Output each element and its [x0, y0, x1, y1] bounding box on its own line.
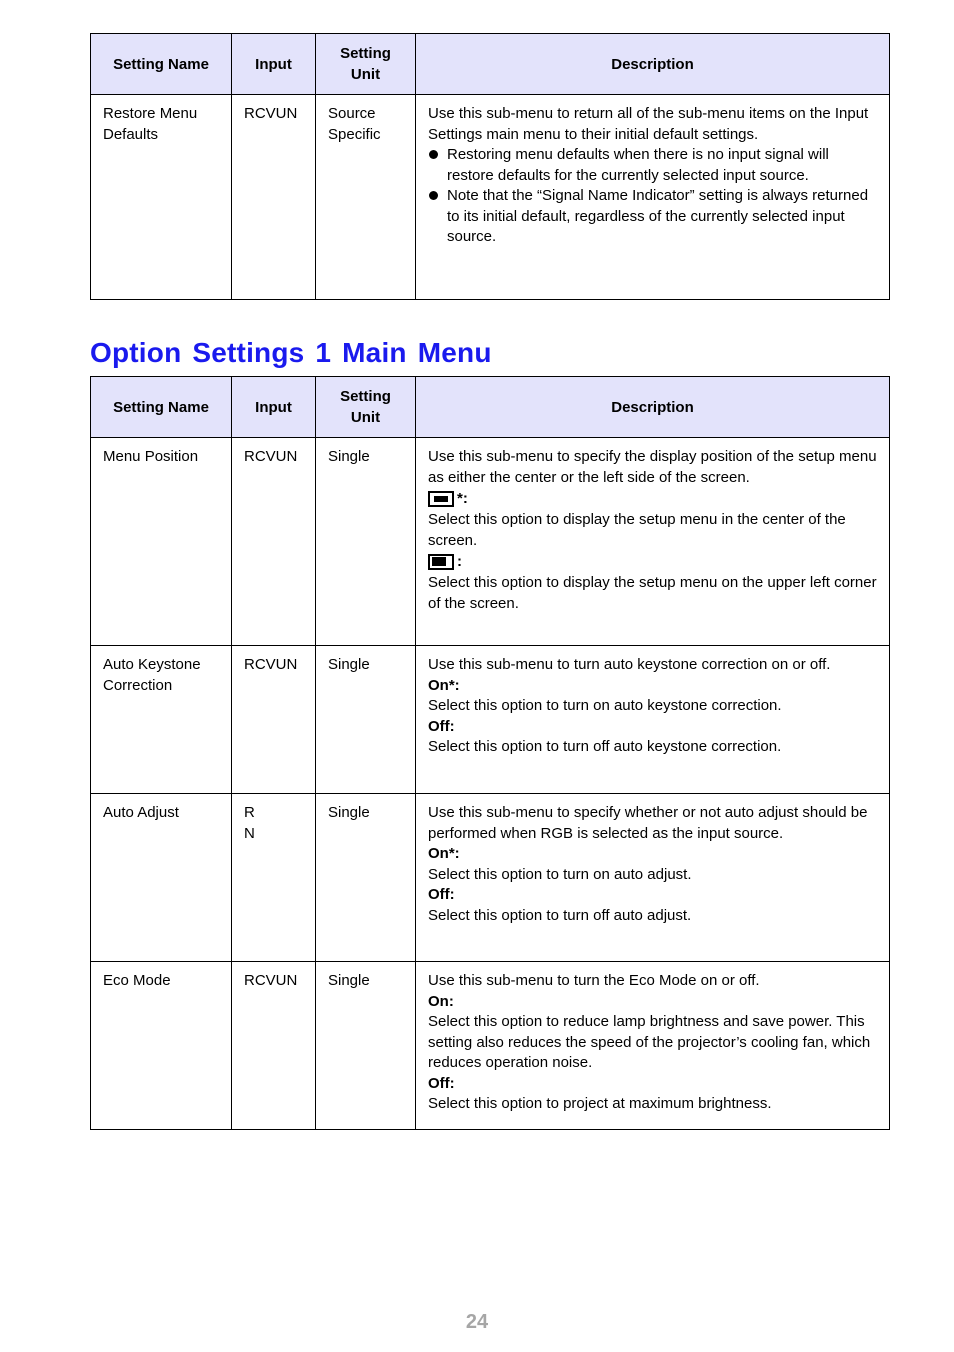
input-r: R	[244, 804, 255, 821]
header-setting-name: Setting Name	[91, 377, 232, 438]
setting-name-cell: Menu Position	[91, 438, 232, 646]
option-description: Select this option to turn on auto adjust.	[428, 865, 692, 883]
option-description: Select this option to turn on auto keystone correction.	[428, 697, 782, 714]
bullet-text: Note that the “Signal Name Indicator” setting is always returned to its initial default, regardless of the currently selected input source.	[447, 187, 869, 245]
option-description: Select this option to turn off auto keystone correction.	[428, 738, 782, 755]
description-cell	[416, 646, 890, 794]
table-row	[91, 962, 890, 1130]
description-cell	[416, 95, 890, 300]
off-label: Off:	[428, 1074, 455, 1092]
table-row	[91, 646, 890, 794]
header-setting-unit-text: Setting Unit	[340, 45, 391, 83]
on-label: On:	[428, 992, 454, 1010]
on-label: On*:	[428, 845, 460, 862]
off-label: Off:	[428, 717, 455, 735]
header-setting-unit-text: Setting Unit	[340, 388, 391, 426]
option-description: Select this option to turn off auto adjust.	[428, 906, 692, 924]
menu-left-option-label	[428, 551, 877, 573]
setting-unit-cell: Single	[316, 962, 416, 1130]
description-cell	[416, 438, 890, 646]
option-settings-table	[90, 376, 890, 1130]
page-number: 24	[465, 1311, 489, 1333]
setting-name-cell: Auto Adjust	[91, 794, 232, 962]
description-intro: Use this sub-menu to turn the Eco Mode on or off.	[428, 972, 760, 989]
table-header-row	[91, 377, 890, 438]
input-cell: RCVUN	[232, 646, 316, 794]
section-title: Option Settings 1 Main Menu	[90, 337, 492, 368]
description-intro: Use this sub-menu to turn auto keystone correction on or off.	[428, 656, 831, 673]
table-row	[91, 438, 890, 646]
option-description: Select this option to reduce lamp brightness and save power. This setting also reduces the speed of the projector’s cooling fan, which reduces operation noise.	[428, 1013, 871, 1071]
input-cell: RCVUN	[232, 438, 316, 646]
description-cell	[416, 794, 890, 962]
header-setting-name: Setting Name	[91, 34, 232, 95]
bullet-icon	[429, 191, 438, 200]
menu-left-icon	[428, 554, 454, 570]
option-suffix: *:	[457, 490, 468, 507]
description-cell	[416, 962, 890, 1130]
option-description: Select this option to display the setup menu in the center of the screen.	[428, 511, 846, 549]
description-intro: Use this sub-menu to return all of the sub-menu items on the Input Settings main menu to their initial default settings.	[428, 105, 869, 143]
setting-name-cell: Restore Menu Defaults	[91, 95, 232, 300]
header-setting-unit	[316, 377, 416, 438]
input-n: N	[244, 824, 255, 842]
setting-unit-cell: Single	[316, 794, 416, 962]
setting-name-cell: Eco Mode	[91, 962, 232, 1130]
table-header-row	[91, 34, 890, 95]
setting-unit-cell: Source Specific	[316, 95, 416, 300]
menu-center-option-label	[428, 488, 877, 510]
menu-center-icon	[428, 491, 454, 507]
bullet-text: Restoring menu defaults when there is no input signal will restore defaults for the currently selected input source.	[447, 146, 829, 184]
setting-name-cell: Auto Keystone Correction	[91, 646, 232, 794]
option-description: Select this option to display the setup menu on the upper left corner of the screen.	[428, 574, 877, 612]
input-cell: RCVUN	[232, 962, 316, 1130]
description-intro: Use this sub-menu to specify the display position of the setup menu as either the center or the left side of the screen.	[428, 448, 877, 486]
option-suffix: :	[457, 553, 462, 570]
input-cell: RCVUN	[232, 95, 316, 300]
bullet-item	[428, 186, 877, 248]
input-cell	[232, 794, 316, 962]
input-value	[244, 803, 296, 844]
option-description: Select this option to project at maximum brightness.	[428, 1095, 772, 1112]
setting-unit-cell: Single	[316, 646, 416, 794]
description-intro: Use this sub-menu to specify whether or not auto adjust should be performed when RGB is selected as the input source.	[428, 804, 868, 842]
input-settings-table-continued	[90, 33, 890, 300]
header-setting-unit	[316, 34, 416, 95]
bullet-item	[428, 145, 877, 186]
on-label: On*:	[428, 676, 460, 694]
table-row	[91, 794, 890, 962]
header-input: Input	[232, 34, 316, 95]
bullet-icon	[429, 150, 438, 159]
off-label: Off:	[428, 886, 455, 903]
table-row	[91, 95, 890, 300]
header-description: Description	[416, 377, 890, 438]
header-input: Input	[232, 377, 316, 438]
setting-unit-cell: Single	[316, 438, 416, 646]
header-description: Description	[416, 34, 890, 95]
